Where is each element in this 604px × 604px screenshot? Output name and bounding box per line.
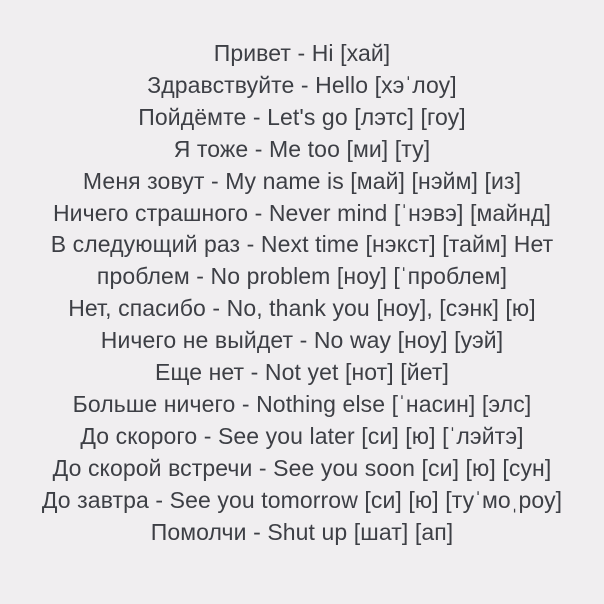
phrase-line-pomolchi: Помолчи - Shut up [шат] [ап] xyxy=(150,518,454,545)
phrase-line-net-spasibo: Нет, спасибо - No, thank you [ноу], [сэнк] [ю] xyxy=(68,295,536,322)
phrase-line-eshche-net: Еще нет - Not yet [нот] [йет] xyxy=(155,359,449,386)
phrase-line-bolshe-nichego: Больше ничего - Nothing else [ˈнасин] [элс] xyxy=(72,390,532,417)
phrase-line-nichego-strashnogo: Ничего страшного - Never mind [ˈнэвэ] [майнд] xyxy=(52,199,552,226)
phrase-line-v-sleduyushchiy-raz: В следующий раз - Next time [нэкст] [тайм] Нет xyxy=(50,231,554,258)
phrase-line-net-problem-wrap: проблем - No problem [ноу] [ˈпроблем] xyxy=(96,263,508,290)
phrase-line-menya-zovut: Меня зовут - My name is [май] [нэйм] [из] xyxy=(82,167,522,194)
phrase-line-privet: Привет - Hi [хай] xyxy=(213,40,391,66)
phrase-line-do-zavtra: До завтра - See you tomorrow [си] [ю] [туˈмоˌроу] xyxy=(41,486,563,513)
phrase-line-do-skoroy-vstrechi: До скорой встречи - See you soon [си] [ю] [сун] xyxy=(52,454,552,481)
phrase-line-zdravstvuyte: Здравствуйте - Hello [хэˈлоу] xyxy=(147,71,457,98)
phrase-line-do-skorogo: До скорого - See you later [си] [ю] [ˈлэйтэ] xyxy=(80,422,524,449)
phrase-line-nichego-ne-vyydet: Ничего не выйдет - No way [ноу] [уэй] xyxy=(100,327,504,354)
phrase-line-poydyomte: Пойдёмте - Let's go [лэтс] [гоу] xyxy=(138,103,466,130)
phrase-line-ya-tozhe: Я тоже - Me too [ми] [ту] xyxy=(173,135,431,162)
